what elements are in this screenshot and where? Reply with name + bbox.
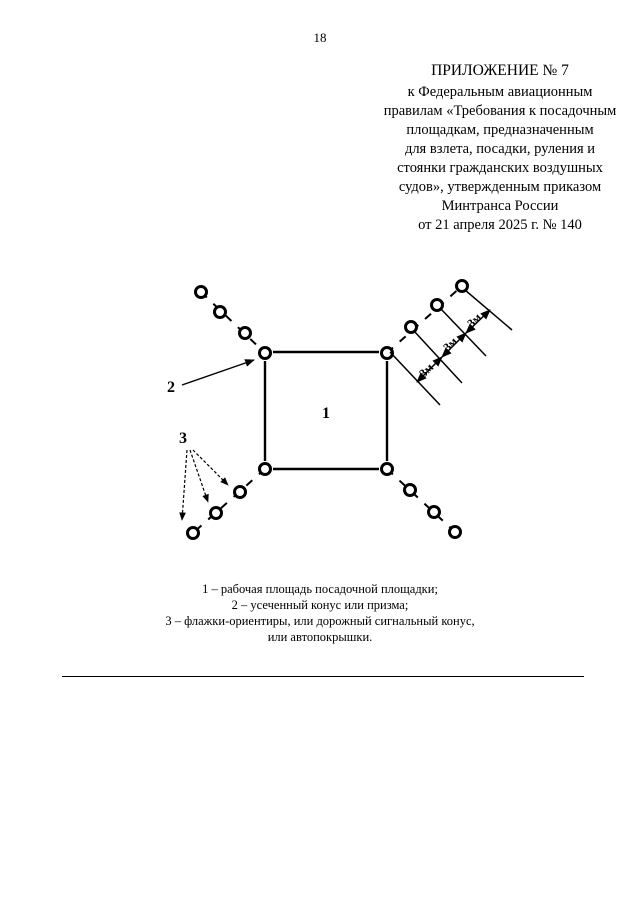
legend-item: 3 – флажки-ориентиры, или дорожный сигнальный конус, <box>165 614 475 628</box>
appendix-line: для взлета, посадки, руления и <box>404 141 596 157</box>
dimension-label: 3м <box>464 310 485 331</box>
marker-circle <box>240 328 251 339</box>
marker-circle <box>188 528 199 539</box>
marker-circle <box>450 527 461 538</box>
appendix-line: судов», утвержденным приказом <box>398 179 602 195</box>
legend-item: 1 – рабочая площадь посадочной площадки; <box>202 582 438 596</box>
callout-3-label: 3 <box>179 430 187 447</box>
callout-2-label: 2 <box>167 379 175 396</box>
appendix-line: от 21 апреля 2025 г. № 140 <box>418 217 582 233</box>
marker-circle <box>405 485 416 496</box>
dimension-label: 3м <box>416 360 437 381</box>
marker-circle <box>196 287 207 298</box>
legend-item: или автопокрышки. <box>267 630 373 644</box>
appendix-title: ПРИЛОЖЕНИЕ № 7 <box>431 62 569 79</box>
page-number: 18 <box>313 30 327 45</box>
callout-2-arrow <box>182 360 254 385</box>
legend-item: 2 – усеченный конус или призма; <box>231 598 409 612</box>
divider <box>62 676 584 677</box>
working-area-label: 1 <box>322 405 330 422</box>
marker-circle <box>215 307 226 318</box>
appendix-line: правилам «Требования к посадочным <box>383 103 617 119</box>
marker-circle <box>260 464 271 475</box>
dimension-label: 3м <box>440 334 461 355</box>
marker-circle <box>382 464 393 475</box>
appendix-line: площадкам, предназначенным <box>406 122 594 138</box>
marker-circle <box>260 348 271 359</box>
marker-circle <box>429 507 440 518</box>
appendix-line: к Федеральным авиационным <box>407 84 593 100</box>
appendix-line: Минтранса России <box>441 198 559 214</box>
marker-circle <box>211 508 222 519</box>
marker-circle <box>235 487 246 498</box>
appendix-line: стоянки гражданских воздушных <box>397 160 603 176</box>
